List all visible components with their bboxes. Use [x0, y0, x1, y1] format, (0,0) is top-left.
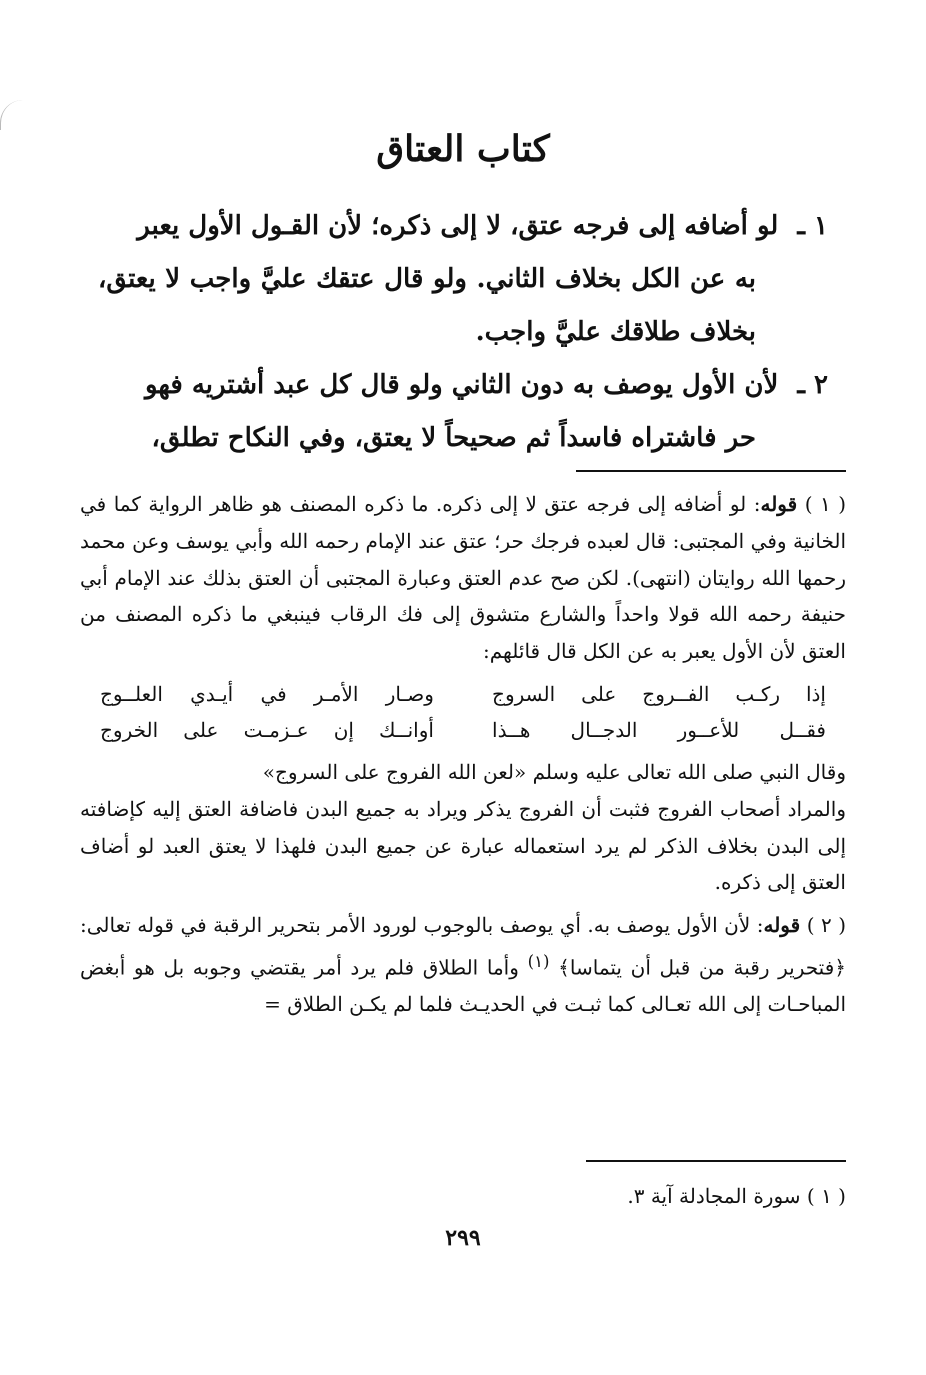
footnote-ref: (١)	[527, 951, 550, 971]
poem	[100, 676, 826, 748]
commentary	[80, 486, 846, 1023]
main-paragraph-2	[98, 359, 828, 412]
scan-edge-mark	[0, 100, 23, 130]
note-text: : لأن الأول يوصف به. أي يوصف بالوجوب لورود الأمر بتحرير الرقبة في قوله تعالى: ﴿فتحرير رقبة من قبل أن يتماسا﴾	[80, 913, 846, 980]
note-1-continuation: والمراد أصحاب الفروج فثبت أن الفروج يذكر ويراد به جميع البدن فاضافة العتق إليه كإضافته إلى البدن بخلاف الذكر لم يرد استعماله عبارة عن جميع البدن فلهذا لا يعتق العبد لو أضاف العتق إلى ذكره.	[80, 796, 846, 895]
note-label: قوله	[760, 492, 798, 516]
page-number: ٢٩٩	[445, 1225, 481, 1251]
note-label: قوله	[763, 913, 801, 938]
poem-verse	[100, 676, 826, 712]
note-text-continued: وأما الطلاق فلم يرد أمر يقتضي وجوبه بل هو أبغض المباحـات إلى الله تعـالى كما ثبـت في الحديـث فلما لم يكـن الطلاق =	[80, 955, 846, 1017]
note-1	[80, 486, 846, 670]
note-2	[80, 907, 846, 1023]
hemistich-first: فقــل للأعــور الدجــال هــذا	[492, 717, 826, 742]
paragraph-number: ٢ ـ	[797, 370, 828, 400]
hadith-line: وقال النبي صلى الله تعالى عليه وسلم «لعن الله الفروج على السروج»	[262, 759, 846, 784]
hemistich-second: أوانــك إن عـزمـت على الخروج	[100, 717, 434, 742]
hemistich-second: وصـار الأمـر في أيـدي العلــوج	[100, 681, 434, 706]
poem-verse	[100, 712, 826, 748]
main-text	[98, 200, 828, 465]
note-marker: ( ١ )	[804, 492, 846, 516]
note-text: : لو أضافه إلى فرجه عتق لا إلى ذكره. ما ذكره المصنف هو ظاهر الرواية كما في الخانية وفي المجتبى: قال لعبده فرجك حر؛ عتق عند الإمام رحمه الله وأبي يوسف وعن محمد رحمها الله روايتان (انتهى). لكن صح عدم العتق وعبارة المجتبى أن العتق بذلك عند الإمام أبي حنيفة رحمه الله قولا واحداً والشارع متشوق إلى فك الرقاب فينبغي ما ذكره المصنف من العتق لأن الأول يعبر به عن الكل قال قائلهم:	[80, 492, 847, 664]
paragraph-first-line: لأن الأول يوصف به دون الثاني ولو قال كل عبد أشتريه فهو	[144, 370, 779, 400]
footnote: ( ١ ) سورة المجادلة آية ٣.	[627, 1184, 846, 1208]
main-paragraph-1	[98, 200, 828, 253]
hemistich-first: إذا ركـب الفــروج على السروج	[492, 681, 826, 706]
paragraph-number: ١ ـ	[797, 211, 828, 241]
note-marker: ( ٢ )	[806, 913, 846, 938]
footnote-separator	[586, 1160, 846, 1162]
page-title: كتاب العتاق	[376, 128, 550, 170]
paragraph-continuation: حر فاشتراه فاسداً ثم صحيحاً لا يعتق، وفي النكاح تطلق،	[151, 423, 756, 453]
paragraph-first-line: لو أضافه إلى فرجه عتق، لا إلى ذكره؛ لأن القـول الأول يعبر	[137, 211, 779, 241]
separator-line	[576, 470, 846, 472]
paragraph-continuation: به عن الكل بخلاف الثاني. ولو قال عتقك عليَّ واجب لا يعتق، بخلاف طلاقك عليَّ واجب.	[98, 264, 756, 347]
